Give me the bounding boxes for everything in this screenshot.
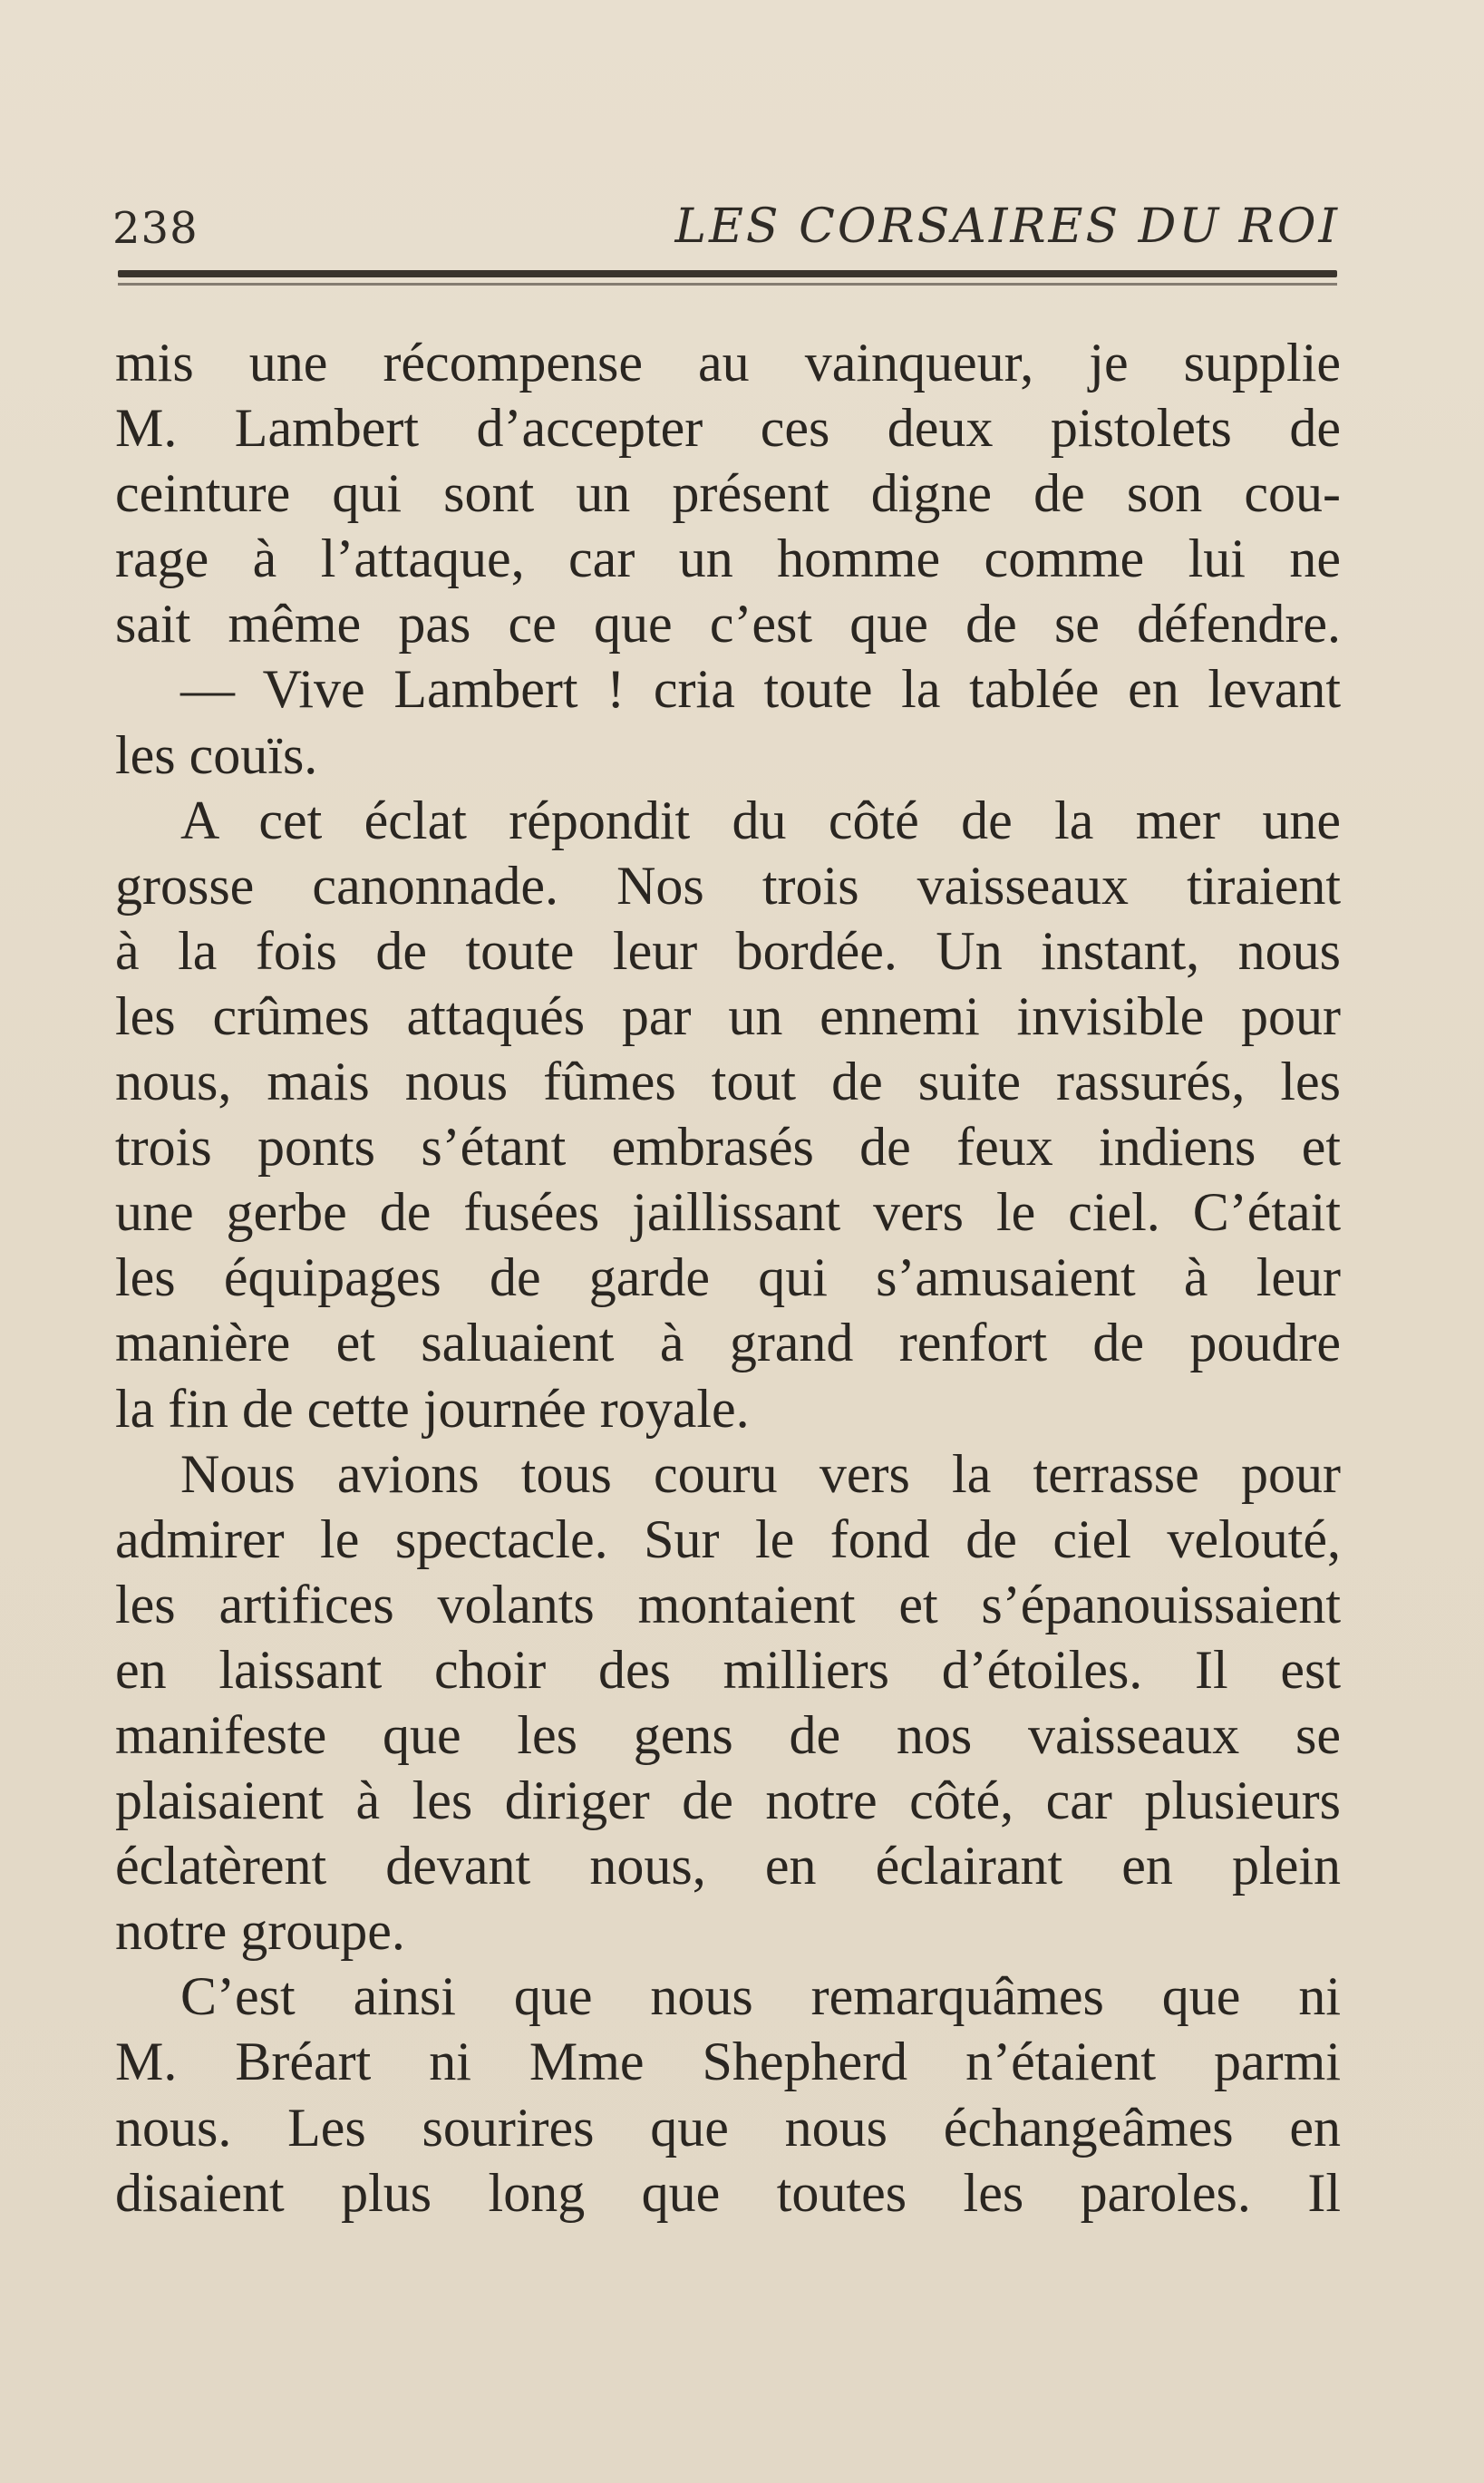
header-rule-thin [118,283,1337,286]
text-line: — Vive Lambert ! cria toute la tablée en levant [180,659,1341,720]
text-line: C’est ainsi que nous remarquâmes que ni [180,1966,1341,2027]
text-line: ceinture qui sont un présent digne de son cou- [115,463,1341,524]
text-line: les couïs. [115,724,318,785]
running-header [112,190,1340,254]
text-line: A cet éclat répondit du côté de la mer une [180,790,1341,850]
text-line: rage à l’attaque, car un homme comme lui ne [115,529,1341,589]
text-line: les équipages de garde qui s’amusaient à leur [115,1247,1341,1308]
header-rule [118,270,1337,277]
text-line: plaisaient à les diriger de notre côté, car plusieurs [115,1770,1341,1831]
text-line: admirer le spectacle. Sur le fond de ciel velouté, [115,1508,1341,1569]
text-line: les artifices volants montaient et s’épanouissaient [115,1574,1341,1634]
text-line: éclatèrent devant nous, en éclairant en plein [115,1836,1341,1896]
text-line: en laissant choir des milliers d’étoiles. Il est [115,1639,1341,1700]
text-line: disaient plus long que toutes les paroles. Il [115,2162,1341,2223]
text-line: M. Lambert d’accepter ces deux pistolets de [115,398,1341,459]
running-title: LES CORSAIRES DU ROI [674,199,1340,254]
text-line: nous, mais nous fûmes tout de suite rassurés, les [115,1052,1341,1112]
text-line: sait même pas ce que c’est que de se défendre. [115,594,1341,655]
text-line: M. Bréart ni Mme Shepherd n’étaient parmi [115,2032,1341,2092]
text-line: manière et saluaient à grand renfort de poudre [115,1313,1341,1373]
text-line: une gerbe de fusées jaillissant vers le ciel. C’était [115,1182,1341,1243]
text-line: les crûmes attaqués par un ennemi invisible pour [115,985,1341,1046]
text-line: la fin de cette journée royale. [115,1378,750,1439]
page-number: 238 [112,203,199,254]
text-line: Nous avions tous couru vers la terrasse pour [180,1443,1341,1504]
body-text [115,330,1341,2226]
text-line: mis une récompense au vainqueur, je supplie [115,333,1341,393]
text-line: trois ponts s’étant embrasés de feux indiens et [115,1117,1341,1178]
text-line: à la fois de toute leur bordée. Un instant, nous [115,920,1341,981]
text-line: grosse canonnade. Nos trois vaisseaux tiraient [115,855,1341,916]
text-line: manifeste que les gens de nos vaisseaux se [115,1704,1341,1765]
text-line: nous. Les sourires que nous échangeâmes en [115,2097,1341,2158]
text-line: notre groupe. [115,1901,405,1962]
